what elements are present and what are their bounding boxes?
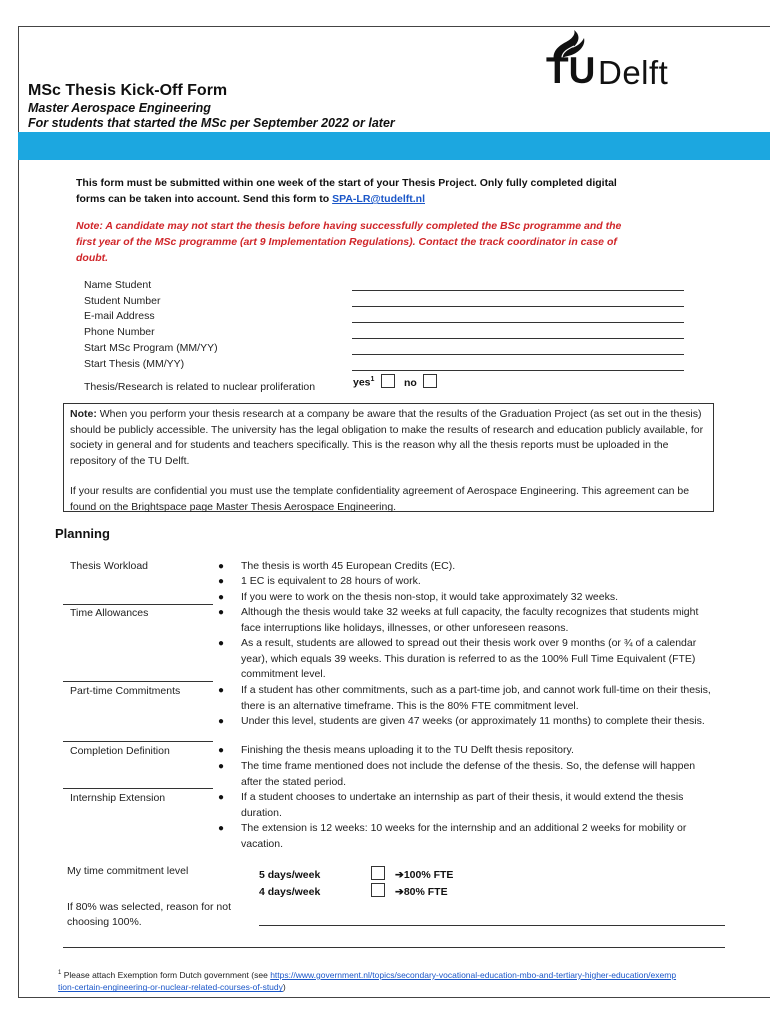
part-time-fte-text: 80% FTE — [403, 886, 448, 898]
bullet-icon: ● — [218, 685, 225, 696]
student-number-label: Student Number — [84, 295, 161, 307]
phone-number-field[interactable] — [352, 338, 684, 339]
internship-label: Internship Extension — [70, 792, 166, 804]
bullet-item: If a student has other commitments, such as a part-time job, and cannot work full-time on their thesis, there is an alternative timeframe. This is the 80% FTE commitment level. — [241, 684, 711, 712]
note-label: Note: — [70, 408, 97, 420]
form-subtitle-program: Master Aerospace Engineering — [28, 101, 211, 115]
start-thesis-field[interactable] — [352, 370, 684, 371]
nuclear-yes-text: yes — [353, 376, 371, 389]
email-address-field[interactable] — [352, 322, 684, 323]
bullet-icon: ● — [218, 792, 225, 803]
four-days-label: 4 days/week — [259, 886, 321, 898]
form-title: MSc Thesis Kick-Off Form — [28, 82, 228, 99]
confidentiality-note-box — [63, 403, 714, 512]
full-time-fte-text: 100% FTE — [403, 869, 454, 881]
bullet-item: Finishing the thesis means uploading it to the TU Delft thesis repository. — [241, 744, 574, 756]
bullet-icon: ● — [218, 592, 225, 603]
bullet-icon: ● — [218, 576, 225, 587]
bullet-item: Under this level, students are given 47 weeks (or approximately 11 months) to complete their thesis. — [241, 715, 705, 727]
bullet-item: Although the thesis would take 32 weeks at full capacity, the faculty recognizes that students might face interruptions like holidays, illnesses, or other unforeseen reasons. — [241, 606, 699, 634]
note-paragraph-1 — [70, 407, 707, 469]
reason-field[interactable] — [259, 925, 725, 926]
nuclear-no-label: no — [404, 377, 417, 389]
nuclear-yes-label — [353, 376, 374, 389]
logo-tu: TU — [546, 50, 596, 91]
intro-instructions: This form must be submitted within one week of the start of your Thesis Project. Only fully completed digital forms can be taken into account. Send this form to — [76, 177, 617, 205]
footnote — [58, 967, 678, 994]
nuclear-yes-checkbox[interactable] — [381, 374, 395, 388]
thesis-workload-label: Thesis Workload — [70, 560, 149, 572]
student-number-field[interactable] — [352, 306, 684, 307]
reason-field-line-2[interactable] — [63, 947, 725, 948]
bullet-icon: ● — [218, 716, 225, 727]
completion-label: Completion Definition — [70, 745, 170, 757]
planning-heading: Planning — [55, 526, 110, 541]
bullet-item: The extension is 12 weeks: 10 weeks for the internship and an additional 2 weeks for mobility or vacation. — [241, 822, 687, 850]
row-divider — [63, 604, 213, 605]
footnote-text: Please attach Exemption form Dutch government (see — [63, 969, 268, 980]
start-msc-field[interactable] — [352, 354, 684, 355]
bullet-item: The thesis is worth 45 European Credits (EC). — [241, 560, 456, 572]
footnote-ref: 1 — [370, 376, 375, 383]
nuclear-no-checkbox[interactable] — [423, 374, 437, 388]
bullet-icon: ● — [218, 607, 225, 618]
logo-delft: Delft — [598, 54, 669, 91]
bullet-icon: ● — [218, 561, 225, 572]
bullet-item: If you were to work on the thesis non-stop, it would take approximately 32 weeks. — [241, 591, 619, 603]
phone-number-label: Phone Number — [84, 326, 155, 338]
note-paragraph-2: If your results are confidential you must use the template confidentiality agreement of Aerospace Engineering. This agreement can be found on the Brightspace page Master Thesis Aerospace Engineering. — [70, 485, 690, 513]
exemption-form-link[interactable]: https://www.government.nl/topics/secondary-vocational-education-mbo-and-tertiary-higher-education/exemption-certain-engineering-or-nuclear-related-courses-of-study — [58, 969, 677, 993]
name-student-label: Name Student — [84, 279, 152, 291]
nuclear-label: Thesis/Research is related to nuclear proliferation — [84, 381, 316, 393]
bullet-icon: ● — [218, 761, 225, 772]
bullet-item: The time frame mentioned does not include the defense of the thesis. So, the defense will happen after the stated period. — [241, 760, 696, 788]
name-student-field[interactable] — [352, 290, 684, 291]
five-days-label: 5 days/week — [259, 869, 321, 881]
submit-email-link[interactable]: SPA-LR@tudelft.nl — [332, 193, 425, 205]
bullet-item: As a result, students are allowed to spread out their thesis work over 9 months (or ¾ of a calendar year), which equals 39 weeks. This duration is referred to as the 100% Full Time Equivalent (FTE) commitment level. — [241, 637, 697, 680]
bullet-icon: ● — [218, 823, 225, 834]
email-address-label: E-mail Address — [84, 310, 155, 322]
full-time-fte: ➔100% FTE — [395, 869, 454, 881]
footnote-mark: 1 — [58, 970, 62, 976]
part-time-label: Part-time Commitments — [70, 685, 181, 697]
part-time-fte: ➔80% FTE — [395, 886, 448, 898]
eligibility-note: Note: A candidate may not start the thesis before having successfully completed the BSc programme and the first year of the MSc programme (art 9 Implementation Regulations). Contact the track coordinator in case of doubt. — [76, 220, 622, 264]
header-blue-bar — [18, 132, 770, 160]
row-divider — [63, 741, 213, 742]
bullet-icon: ● — [218, 745, 225, 756]
time-commitment-label: My time commitment level — [67, 865, 189, 877]
reason-label: If 80% was selected, reason for not choosing 100%. — [67, 901, 232, 928]
part-time-checkbox[interactable] — [371, 883, 385, 897]
bullet-icon: ● — [218, 638, 225, 649]
footnote-close: ) — [282, 982, 286, 993]
row-divider — [63, 788, 213, 789]
row-divider — [63, 681, 213, 682]
start-thesis-label: Start Thesis (MM/YY) — [84, 358, 185, 370]
start-msc-label: Start MSc Program (MM/YY) — [84, 342, 218, 354]
full-time-checkbox[interactable] — [371, 866, 385, 880]
bullet-item: 1 EC is equivalent to 28 hours of work. — [241, 575, 421, 587]
bullet-item: If a student chooses to undertake an internship as part of their thesis, it would extend the thesis duration. — [241, 791, 684, 819]
form-subtitle-cohort: For students that started the MSc per September 2022 or later — [28, 116, 395, 130]
intro-text — [76, 175, 636, 207]
note-text-1: When you perform your thesis research at a company be aware that the results of the Graduation Project (as set out in the thesis) should be publicly accessible. The university has the legal obligation to make the results of research and education publicly available, for society in general and for students and teachers specifically. This is the reason why all the thesis reports must be uploaded in the repository of the TU Delft. — [70, 408, 704, 467]
time-allowances-label: Time Allowances — [70, 607, 149, 619]
